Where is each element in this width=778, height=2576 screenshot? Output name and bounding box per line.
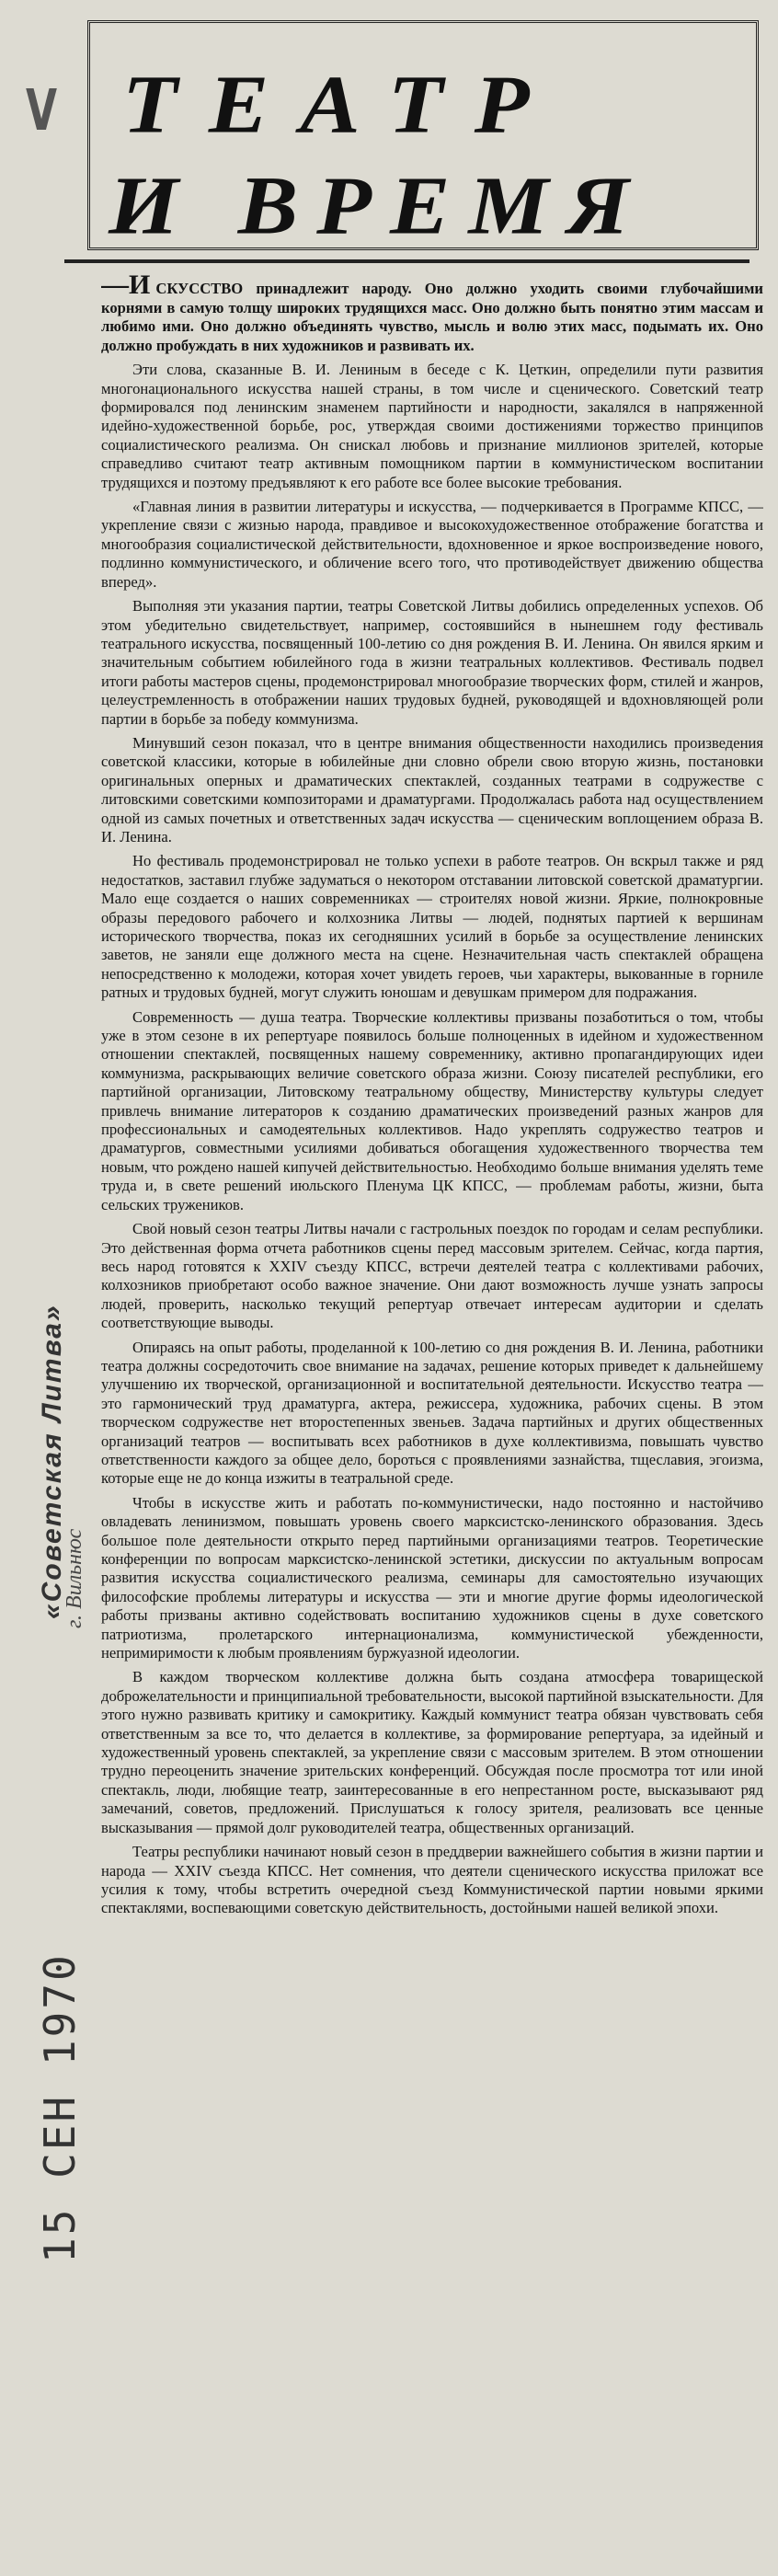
lead-paragraph bbox=[101, 271, 763, 355]
lead-drop-cap: —И bbox=[101, 271, 151, 300]
article-paragraph: Современность — душа театра. Творческие коллективы призваны позаботиться о том, чтобы уже в этом сезоне в их репертуаре появилось больше полноценных в идейном и художественном отношении спектаклей, посвященных нашему современнику, активно пропагандирующих идеи коммунизма, раскрывающих величие советского образа жизни. Союзу писателей республики, его партийной организации, Литовскому театральному обществу, Министерству культуры следует привлечь внимание литераторов к созданию драматических произведений разных жанров для профессиональных и самодеятельных коллективов. Надо укреплять содружество театров и драматургов, совместными усилиями добиваться обогащения художественного творчества тем новым, что рождено нашей кипучей действительностью. Необходимо больше внимания уделять теме труда и, в свете решений июльского Пленума ЦК КПСС, — проблемам работы, жизни, быта сельских тружеников. bbox=[101, 1007, 763, 1213]
article-paragraph: Свой новый сезон театры Литвы начали с гастрольных поездок по городам и селам республики. Это действенная форма отчета работников сцены перед массовым зрителем. Сейчас, когда партия, весь народ готовятся к XXIV съезду КПСС, встречи деятелей театра с коллективами рабочих, колхозников приобретают особо важное значение. Они дают возможность лучше узнать запросы людей, проверить, насколько текущий репертуар отвечает интересам аудитории и сделать соответствующие выводы. bbox=[101, 1220, 763, 1332]
headline-frame bbox=[87, 20, 759, 250]
headline-divider bbox=[64, 259, 749, 263]
article-paragraph: Чтобы в искусстве жить и работать по-коммунистически, надо постоянно и настойчиво овладевать ленинизмом, повышать уровень своего марксистско-ленинского образования. Здесь большое поле деятельности открыто перед партийными организациями театров. Теоретические конференции по вопросам марксистско-ленинской эстетики, дискуссии по актуальным вопросам развития искусства социалистического реализма, семинары для самостоятельно изучающих философские проблемы литературы и искусства — эти и многие другие формы идеологической работы призваны активно содействовать воспитанию художников сцены в духе советского патриотизма, пролетарского интернационализма, коммунистической убежденности, непримиримости к любым проявлениям буржуазной идеологии. bbox=[101, 1493, 763, 1662]
article-body bbox=[101, 271, 763, 2558]
article-paragraph: Выполняя эти указания партии, театры Советской Литвы добились определенных успехов. Об этом убедительно свидетельствует, например, состоявшийся в нынешнем году фестиваль театрального искусства, посвященный 100-летию со дня рождения В. И. Ленина. Он явился ярким и значительным событием юбилейного года в жизни театральных коллективов. Фестиваль подвел итоги работы мастеров сцены, продемонстрировал многообразие творческих форм, стилей и жанров, целеустремленность в отображении наших трудовых будней, руководящей и вдохновляющей роли партии в борьбе за победу коммунизма. bbox=[101, 597, 763, 728]
article-paragraph: «Главная линия в развитии литературы и искусства, — подчеркивается в Программе КПСС, — укрепление связи с жизнью народа, правдивое и высокохудожественное отображение богатства и многообразия социалистической действительности, вдохновенное и яркое воспроизведение нового, подлинно коммунистического, и обличение всего того, что противодействует движению общества вперед». bbox=[101, 498, 763, 591]
article-paragraph: Опираясь на опыт работы, проделанной к 100-летию со дня рождения В. И. Ленина, работники театра должны сосредоточить свое внимание на задачах, решение которых приведет к дальнейшему улучшению их творческой, организационной и воспитательной деятельности. Искусство театра — это гармонический труд драматурга, актера, режиссера, художника, рабочих сцены. В этом творческом содружестве нет второстепенных звеньев. Задача партийных и других общественных организаций театров — воспитывать всех работников в духе коллективизма, повышать чувство ответственности каждого за общее дело, бороться с проявлениями зазнайства, тщеславия, эгоизма, которые еще не до конца изжиты в театральной среде. bbox=[101, 1338, 763, 1488]
article-paragraph: В каждом творческом коллективе должна быть создана атмосфера товарищеской доброжелательности и принципиальной требовательности, высокой партийной взыскательности. Для этого нужно развивать критику и самокритику. Каждый коммунист театра обязан чувствовать себя ответственным за все то, что делается в коллективе, за формирование репертуара, за идейный и художественный уровень спектаклей, за укрепление связи с массовым зрителем. В этом отношении трудно переоценить значение зрительских конференций. Обсуждая после просмотра тот или иной спектакль, люди, любящие театр, заинтересованные в его непрестанном росте, высказывают ряд замечаний, советов, предложений. Прислушаться к голосу зрителя, реализовать все ценные высказывания — прямой долг руководителей театра, общественных организаций. bbox=[101, 1668, 763, 1836]
article-paragraph: Театры республики начинают новый сезон в преддверии важнейшего события в жизни партии и народа — XXIV съезда КПСС. Нет сомнения, что деятели сценического искусства приложат все усилия к тому, чтобы встретить очередной съезд Коммунистической партии новыми яркими спектаклями, воспевающими советскую действительность, достойными нашей великой эпохи. bbox=[101, 1843, 763, 1917]
article-paragraph: Минувший сезон показал, что в центре внимания общественности находились произведения советской классики, которые в юбилейные дни словно обрели свою вторую жизнь, постановки оригинальных оперных и драматических спектаклей, созданных театрами в содружестве с литовскими советскими композиторами и драматургами. Продолжалась работа над осуществлением одной из самых почетных и ответственных задач искусства — сценическим воплощением образа В. И. Ленина. bbox=[101, 733, 763, 845]
headline-line-2: И ВРЕМЯ bbox=[109, 160, 647, 252]
headline-line-1: ТЕАТР bbox=[122, 59, 561, 151]
publication-city: г. Вильнюс bbox=[63, 1528, 86, 1628]
publication-stamp: «Советская Литва» bbox=[37, 1304, 67, 1619]
lead-text: СКУССТВО принадлежит народу. Оно должно уходить своими глубочайшими корнями в самую толщу широких трудящихся масс. Оно должно быть понятно этим массам и любимо ими. Оно должно объединять чувство, мысль и волю этих масс, подымать их. Оно должно пробуждать в них художников и развивать их. bbox=[101, 280, 763, 354]
margin-check-mark: V bbox=[26, 77, 58, 144]
date-stamp: 15 СЕН 1970 bbox=[35, 1952, 85, 2263]
article-paragraph: Но фестиваль продемонстрировал не только успехи в работе театров. Он вскрыл также и ряд недостатков, заставил глубже задуматься о некотором отставании литовской советской драматургии. Мало еще создается о наших современниках — строителях новой жизни. Яркие, полнокровные образы передового рабочего и колхозника Литвы — людей, поднятых партией к вершинам исторического творчества, показ их сегодняшних усилий в борьбе за осуществление ленинских заветов, не заняли еще должного места на сцене. Незначительная часть спектаклей обращена непосредственно к молодежи, которая хочет увидеть героев, чьи характеры, выкованные в горниле ратных и трудовых будней, могут служить юношам и девушкам примером для подражания. bbox=[101, 852, 763, 1002]
article-paragraph: Эти слова, сказанные В. И. Лениным в беседе с К. Цеткин, определили пути развития многонационального искусства нашей страны, в том числе и сценического. Советский театр формировался под ленинским знаменем партийности и народности, закалялся в напряженной идейно-художественной борьбе, рос, утверждая своими достижениями торжество принципов социалистического реализма. Он снискал любовь и признание миллионов зрителей, которые справедливо считают театр активным помощником партии в коммунистическом воспитании трудящихся и поэтому предъявляют к его работе все более высокие требования. bbox=[101, 361, 763, 491]
